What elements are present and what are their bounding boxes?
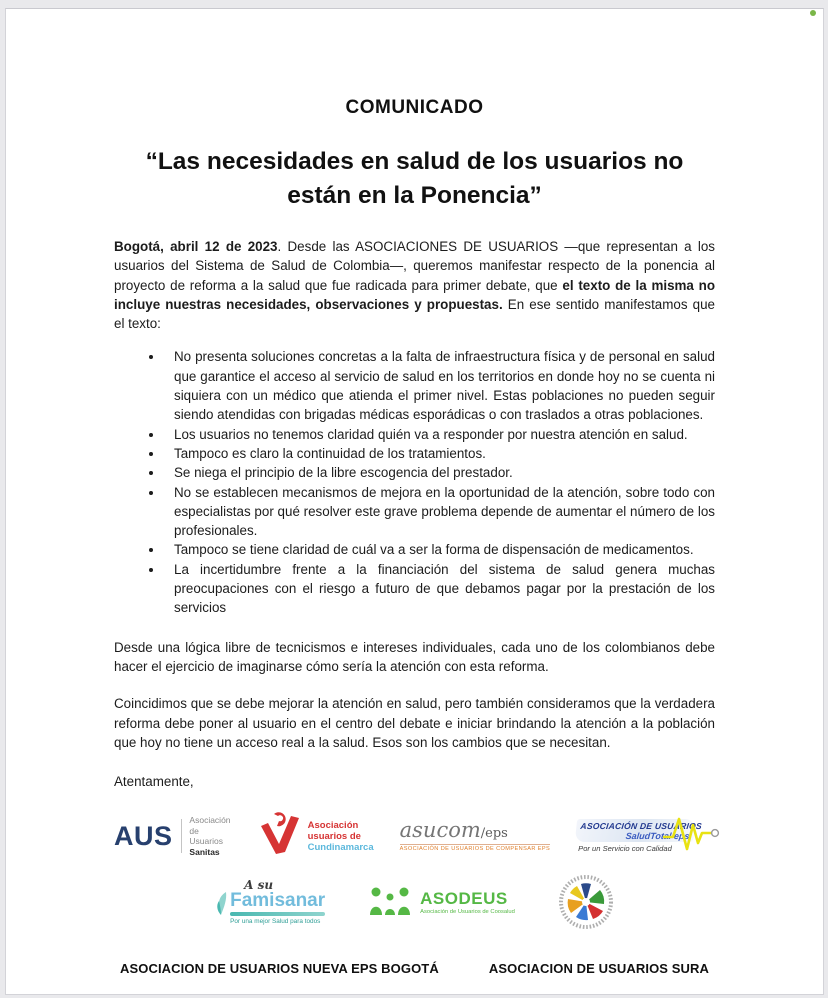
leaf-icon bbox=[216, 891, 229, 922]
aus-green-dot-icon bbox=[810, 10, 816, 16]
cundinamarca-line3: Cundinamarca bbox=[307, 841, 374, 853]
asucom-name: asucom bbox=[399, 818, 481, 843]
asucom-subtext: ASOCIACIÓN DE USUARIOS DE COMPENSAR EPS bbox=[399, 846, 551, 853]
document-page bbox=[5, 8, 824, 995]
bullet-item: • Se niega el principio de la libre escogencia del prestador. bbox=[164, 463, 715, 482]
closing-salutation: Atentamente, bbox=[114, 774, 194, 790]
intro-paragraph bbox=[114, 237, 715, 333]
aus-caption bbox=[189, 815, 230, 857]
intro-date: Bogotá, abril 12 de 2023 bbox=[114, 239, 278, 254]
bullet-list bbox=[114, 347, 715, 617]
logo-famisanar bbox=[216, 879, 325, 925]
document-heading: “Las necesidades en salud de los usuarios no están en la Ponencia” bbox=[145, 148, 684, 209]
cundinamarca-caption bbox=[308, 820, 374, 853]
document-content bbox=[6, 9, 823, 976]
saludtotal-line1: ASOCIACIÓN DE USUARIOS bbox=[580, 821, 703, 832]
cundinamarca-line2: usuarios de bbox=[307, 830, 361, 842]
paragraph-logica: Desde una lógica libre de tecnicismos e intereses individuales, cada uno de los colombianos debe hacer el ejercicio de imaginarse cómo sería la atención con esta reforma. bbox=[114, 639, 715, 674]
circular-users-emblem-icon bbox=[559, 875, 613, 929]
logo-asucom-eps bbox=[400, 820, 551, 852]
logo-asodeus bbox=[369, 884, 515, 921]
asodeus-subtext: Asociación de Usuarios de Coosalud bbox=[420, 908, 515, 915]
famisanar-underline bbox=[230, 912, 325, 916]
logo-row-2 bbox=[114, 873, 715, 931]
saludtotal-tagline: Por un Servicio con Calidad bbox=[578, 844, 672, 854]
famisanar-prefix: A su bbox=[244, 878, 274, 893]
aus-caption-line3: Sanitas bbox=[189, 846, 220, 857]
logo-saludtotal bbox=[576, 819, 715, 853]
logo-aus-sanitas bbox=[114, 815, 231, 857]
signature-nueva-eps: ASOCIACION DE USUARIOS NUEVA EPS BOGOTÁ bbox=[120, 961, 439, 977]
signature-sura: ASOCIACION DE USUARIOS SURA bbox=[488, 961, 709, 977]
saludtotal-line2: SaludTotal eps bbox=[625, 831, 691, 842]
signature-row bbox=[114, 961, 715, 976]
bullet-item: • Tampoco se tiene claridad de cuál va a ser la forma de dispensación de medicamentos. bbox=[164, 540, 715, 559]
bullet-item: • La incertidumbre frente a la financiación del sistema de salud genera muchas preocupaciones con el riesgo a futuro de que debamos pagar por la prestación de los servicios bbox=[164, 560, 715, 618]
asodeus-caption bbox=[420, 890, 515, 915]
intro-bold-statement: el texto de la misma no incluye nuestras necesidades, observaciones y propuestas. bbox=[114, 277, 716, 312]
asodeus-name: ASODEUS bbox=[420, 889, 508, 909]
intro-text-2: En ese sentido manifestamos que el texto: bbox=[114, 296, 715, 332]
intro-text-1: . Desde las ASOCIACIONES DE USUARIOS —que representan a los usuarios del Sistema de Salud de Colombia—, queremos manifestar respecto de la ponencia al proyecto de reforma a la salud que fue radicada para primer debate, que bbox=[114, 239, 715, 293]
check-icon bbox=[257, 810, 303, 863]
cundinamarca-line1: Asociación bbox=[307, 819, 359, 831]
bullet-item: • Tampoco es claro la continuidad de los tratamientos. bbox=[164, 444, 715, 463]
aus-acronym: AUS bbox=[114, 820, 173, 851]
aus-caption-line1: Asociación bbox=[189, 815, 231, 826]
document-title: COMUNICADO bbox=[345, 97, 484, 118]
bullet-item: • No se establecen mecanismos de mejora en la oportunidad de la atención, sobre todo con especialistas por qué resolver este grave problema depende de aumentar el número de los profesionales. bbox=[164, 483, 715, 541]
asucom-suffix: /eps bbox=[480, 826, 508, 842]
family-icon bbox=[369, 884, 413, 921]
bullet-item: • No presenta soluciones concretas a la falta de infraestructura física y de personal en salud que garantice el acceso al servicio de salud en los territorios en donde hoy no se cuenta ni siquiera con un médico que atienda el primer nivel. Estas poblaciones no pueden seguir siendo atendidas con brigadas médicas esporádicas o con traslados a otras poblaciones. bbox=[164, 347, 715, 424]
famisanar-tagline: Por una mejor Salud para todos bbox=[230, 918, 321, 926]
logo-usuarios-cundinamarca bbox=[257, 810, 374, 863]
logo-row-1 bbox=[114, 805, 715, 867]
famisanar-name: Famisanar bbox=[230, 890, 326, 912]
paragraph-coincidimos: Coincidimos que se debe mejorar la atención en salud, pero también consideramos que la verdadera reforma debe poner al usuario en el centro del debate e iniciar brindando la atención a la población que hoy no tiene un acceso real a la salud. Esos son los cambios que se necesitan. bbox=[114, 696, 715, 750]
heartbeat-icon bbox=[663, 813, 723, 860]
aus-divider bbox=[181, 819, 182, 853]
bullet-item: • Los usuarios no tenemos claridad quién va a responder por nuestra atención en salud. bbox=[164, 425, 715, 444]
aus-caption-line2: de Usuarios bbox=[189, 825, 223, 847]
